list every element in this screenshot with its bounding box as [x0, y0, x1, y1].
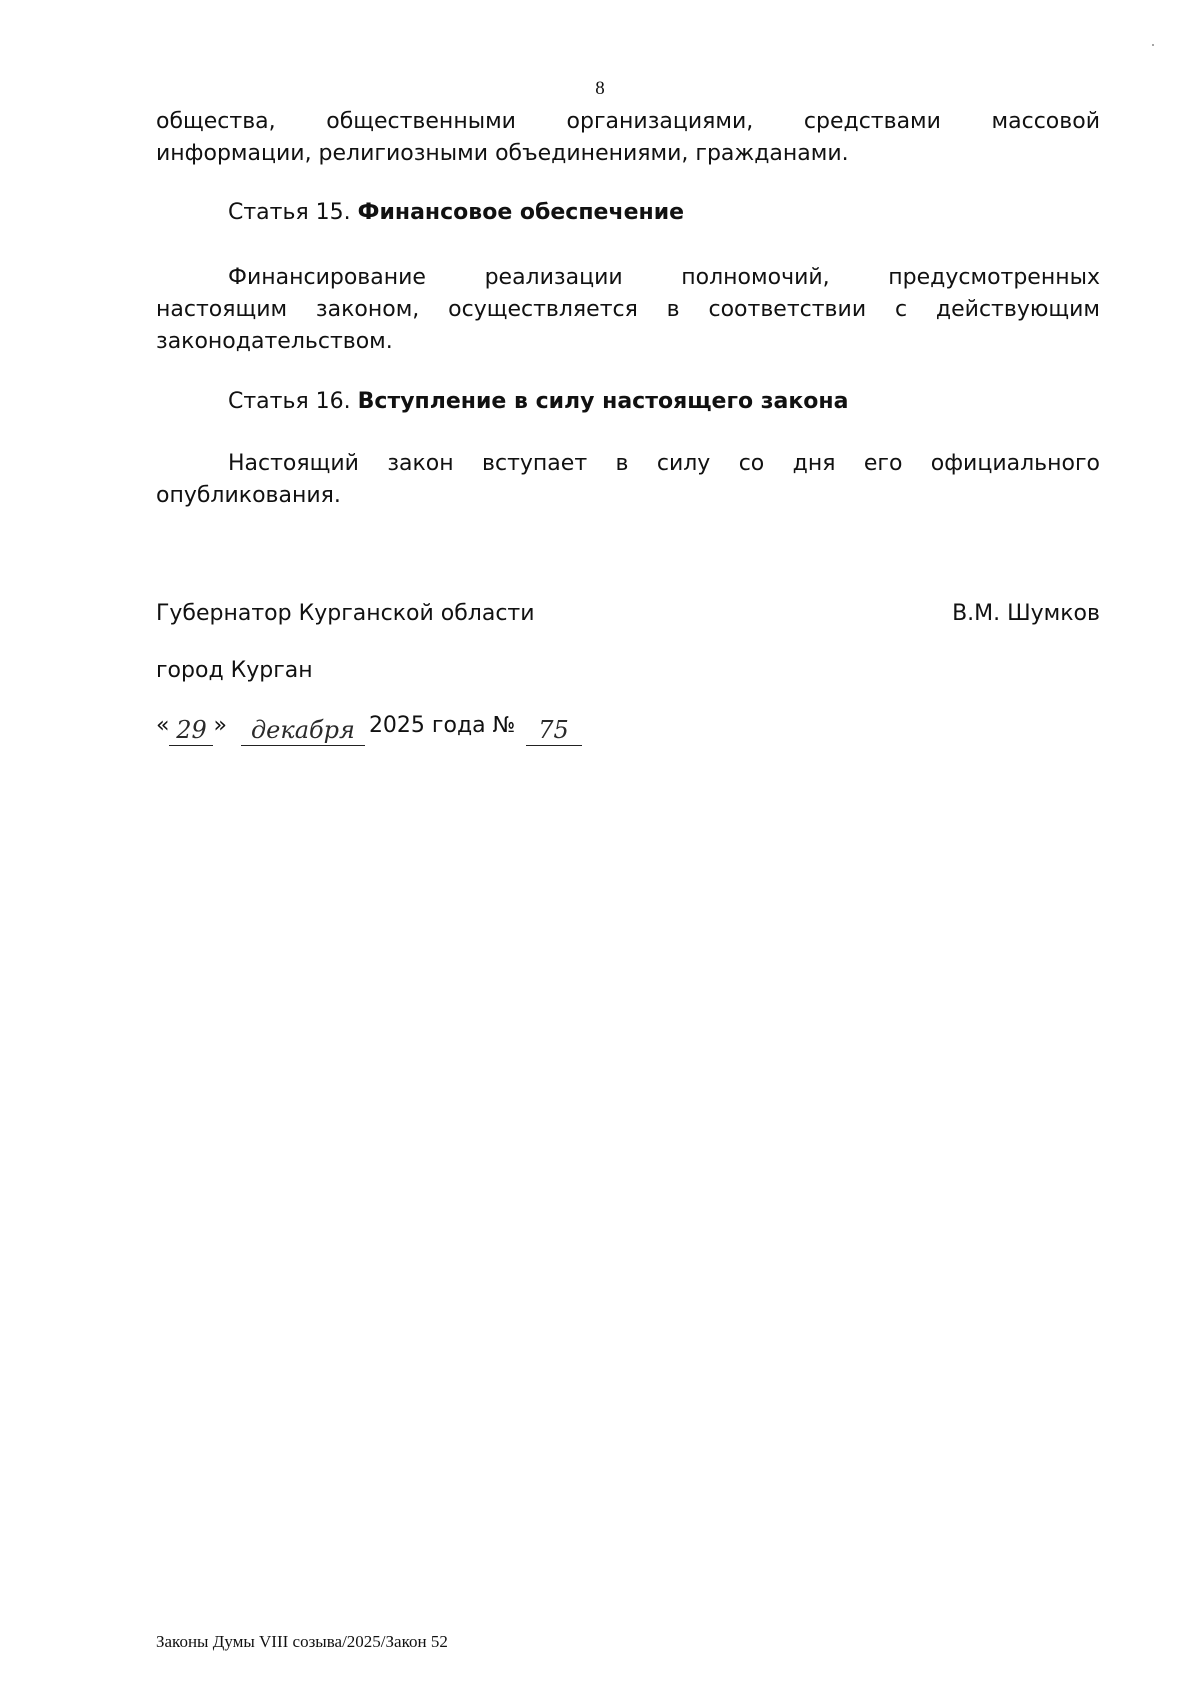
- year-and-number-label: 2025 года №: [368, 713, 516, 738]
- article-16-paragraph: [156, 448, 1100, 512]
- paragraph-line: законодательством.: [156, 329, 393, 354]
- paragraph-line: настоящим законом, осуществляется в соответствии с действующим: [156, 297, 1100, 322]
- article-title: Вступление в силу настоящего закона: [357, 389, 849, 414]
- handwritten-day: 29: [169, 715, 213, 746]
- open-quote: «: [156, 713, 170, 738]
- article-15-paragraph: [156, 262, 1100, 358]
- article-15-heading: [228, 197, 684, 229]
- close-quote: »: [213, 713, 227, 738]
- date-and-number-line: [156, 708, 582, 744]
- article-16-heading: [228, 386, 848, 418]
- signature-block: [156, 598, 1100, 630]
- article-prefix: Статья 16.: [228, 389, 351, 414]
- paragraph-line: информации, религиозными объединениями, гражданами.: [156, 141, 849, 166]
- paragraph-line: Настоящий закон вступает в силу со дня его официального: [228, 451, 1100, 476]
- handwritten-month: декабря: [241, 715, 365, 746]
- article-title: Финансовое обеспечение: [357, 200, 685, 225]
- page-number: 8: [595, 78, 605, 99]
- intro-paragraph: [156, 106, 1100, 170]
- handwritten-law-number: 75: [526, 715, 582, 746]
- city-of-signing: город Курган: [156, 658, 313, 683]
- scan-speck: [1152, 44, 1154, 46]
- signatory-position: Губернатор Курганской области: [156, 601, 535, 626]
- signatory-name: В.М. Шумков: [952, 601, 1100, 626]
- article-prefix: Статья 15.: [228, 200, 351, 225]
- paragraph-line: общества, общественными организациями, средствами массовой: [156, 109, 1100, 134]
- paragraph-line: опубликования.: [156, 483, 341, 508]
- paragraph-line: Финансирование реализации полномочий, предусмотренных: [228, 265, 1100, 290]
- document-footer: Законы Думы VIII созыва/2025/Закон 52: [156, 1632, 448, 1651]
